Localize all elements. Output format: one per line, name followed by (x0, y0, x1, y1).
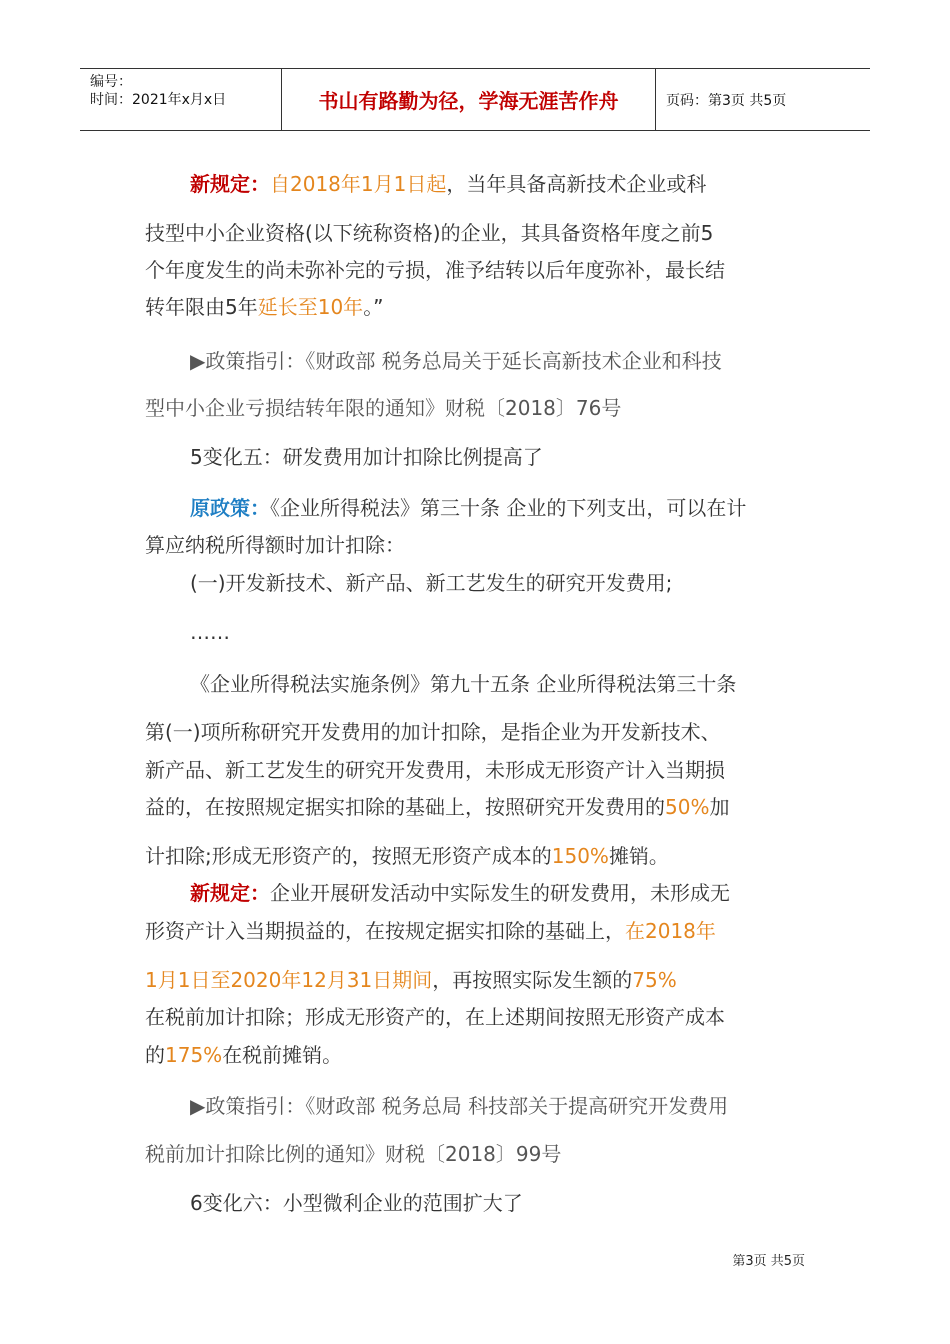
highlight-text: 150% (551, 844, 609, 868)
text-line: 的175%在税前摊销。 (145, 1043, 343, 1067)
page-footer: 第3页 共5页 (732, 1254, 805, 1269)
text-line: 新规定：企业开展研发活动中实际发生的研发费用，未形成无 (190, 881, 730, 905)
text-line: (一)开发新技术、新产品、新工艺发生的研究开发费用; (190, 571, 673, 595)
text-line: 个年度发生的尚未弥补完的亏损，准予结转以后年度弥补，最长结 (145, 258, 725, 282)
text-line: 新产品、新工艺发生的研究开发费用，未形成无形资产计入当期损 (145, 758, 725, 782)
header-page-number: 页码：第3页 共5页 (666, 92, 787, 109)
highlight-text: 175% (165, 1043, 223, 1067)
text-line: 在税前加计扣除；形成无形资产的，在上述期间按照无形资产成本 (145, 1005, 725, 1029)
text-line: 原政策：《企业所得税法》第三十条 企业的下列支出，可以在计 (190, 496, 747, 520)
section-heading: 6变化六：小型微利企业的范围扩大了 (190, 1191, 523, 1215)
text-line: 新规定：自2018年1月1日起，当年具备高新技术企业或科 (190, 172, 707, 196)
highlight-text: 75% (632, 968, 677, 992)
highlight-text: 在2018年 (625, 919, 716, 943)
highlight-text: 50% (665, 795, 710, 819)
text-line: 算应纳税所得额时加计扣除： (145, 533, 405, 557)
new-rule-label: 新规定： (190, 881, 270, 905)
highlight-text: 自2018年1月1日起 (270, 172, 447, 196)
text-line: 1月1日至2020年12月31日期间，再按照实际发生额的75% (145, 968, 677, 992)
text-line: 形资产计入当期损益的，在按规定据实扣除的基础上，在2018年 (145, 919, 716, 943)
header-meta (80, 69, 280, 130)
text-line: 益的，在按照规定据实扣除的基础上，按照研究开发费用的50%加 (145, 795, 730, 819)
text-line: …… (190, 620, 230, 644)
time-label: 时间：2021年x月x日 (90, 92, 227, 108)
section-heading: 5变化五：研发费用加计扣除比例提高了 (190, 445, 543, 469)
text-line: 技型中小企业资格(以下统称资格)的企业，其具备资格年度之前5 (145, 221, 714, 245)
text-line: 计扣除;形成无形资产的，按照无形资产成本的150%摊销。 (145, 844, 669, 868)
policy-guide: ▶政策指引：《财政部 税务总局 科技部关于提高研究开发费用 (190, 1094, 729, 1118)
highlight-text: 延长至10年 (257, 295, 364, 319)
serial-label: 编号： (90, 74, 132, 90)
original-policy-label: 原政策： (190, 496, 270, 520)
header-motto: 书山有路勤为径，学海无涯苦作舟 (281, 69, 656, 130)
policy-guide: 税前加计扣除比例的通知》财税〔2018〕99号 (145, 1142, 562, 1166)
text-line: 《企业所得税法实施条例》第九十五条 企业所得税法第三十条 (190, 672, 737, 696)
page-header (80, 68, 870, 131)
highlight-text: 1月1日至2020年12月31日期间 (145, 968, 433, 992)
text-line: 第(一)项所称研究开发费用的加计扣除，是指企业为开发新技术、 (145, 720, 721, 744)
policy-guide: 型中小企业亏损结转年限的通知》财税〔2018〕76号 (145, 396, 622, 420)
text-line: 转年限由5年延长至10年。” (145, 295, 384, 319)
new-rule-label: 新规定： (190, 172, 270, 196)
policy-guide: ▶政策指引：《财政部 税务总局关于延长高新技术企业和科技 (190, 349, 722, 373)
